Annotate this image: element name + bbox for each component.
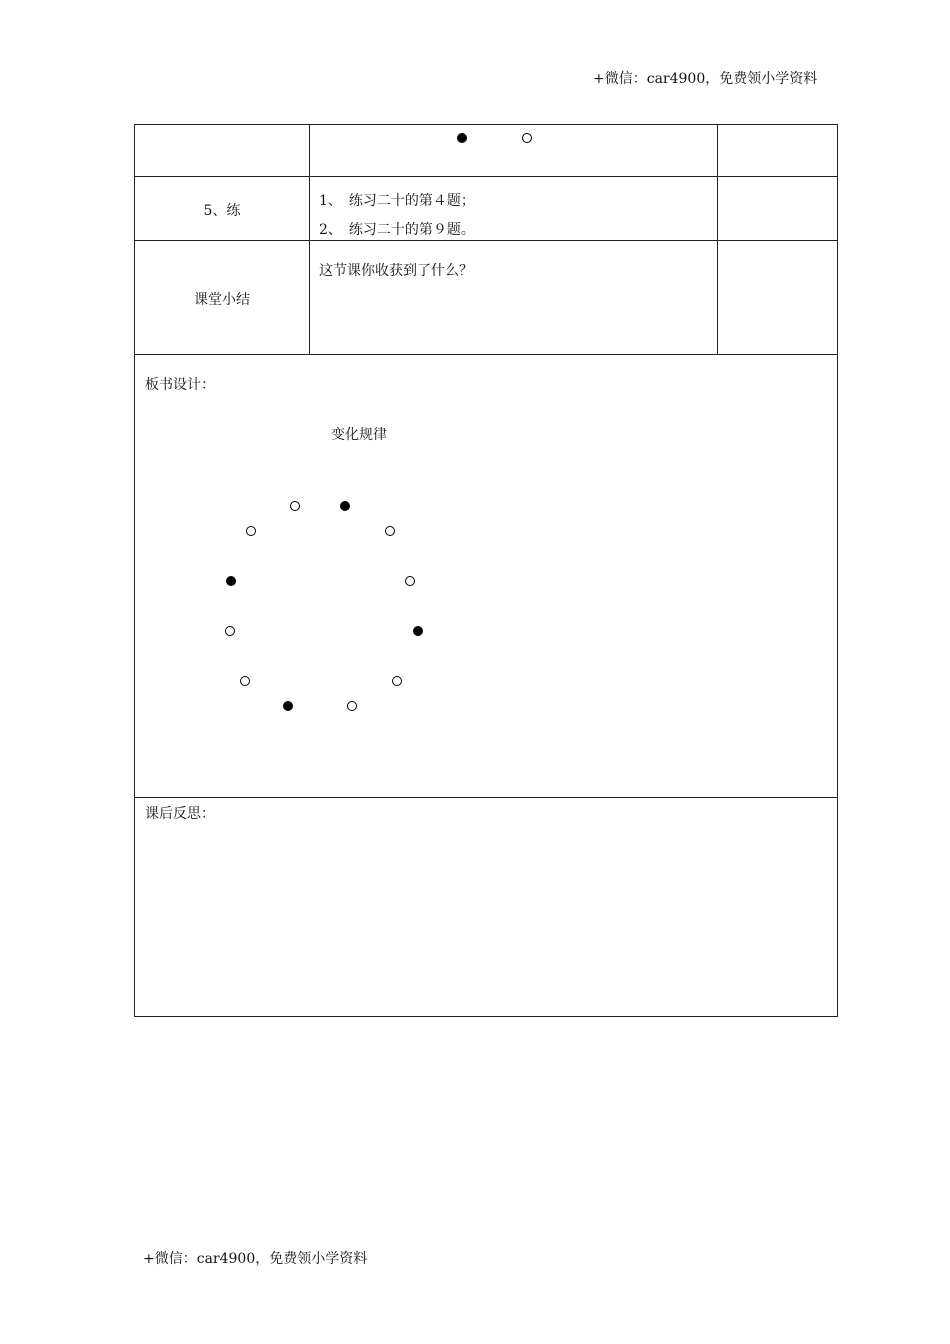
row0-dot-filled [457,133,467,143]
row-divider [135,240,837,241]
board-dot-hollow [405,576,415,586]
board-dot-hollow [392,676,402,686]
board-dot-filled [413,626,423,636]
summary-question: 这节课你收获到了什么？ [319,263,473,279]
board-dot-hollow [290,501,300,511]
row-divider [135,797,837,798]
board-dot-filled [340,501,350,511]
board-dot-hollow [385,526,395,536]
summary-label: 课堂小结 [194,292,250,308]
page-header: +微信：car4900，免费领小学资料 [593,71,818,87]
row-divider [135,176,837,177]
row-divider [135,354,837,355]
board-dot-hollow [240,676,250,686]
row0-dot-hollow [522,133,532,143]
lesson-plan-table [134,124,838,1017]
column-divider [717,125,718,354]
practice-item-2: 2、 练习二十的第９题。 [319,222,475,238]
practice-label: 5、练 [203,203,241,219]
reflection-label: 课后反思： [145,806,215,822]
column-divider [309,125,310,354]
board-dot-hollow [347,701,357,711]
practice-item-1: 1、 练习二十的第４题； [319,193,475,209]
board-dot-hollow [225,626,235,636]
board-title: 变化规律 [331,427,387,443]
board-dot-filled [226,576,236,586]
board-dot-filled [283,701,293,711]
page-footer: +微信：car4900，免费领小学资料 [143,1251,368,1267]
board-design-label: 板书设计： [145,377,215,393]
board-dot-hollow [246,526,256,536]
